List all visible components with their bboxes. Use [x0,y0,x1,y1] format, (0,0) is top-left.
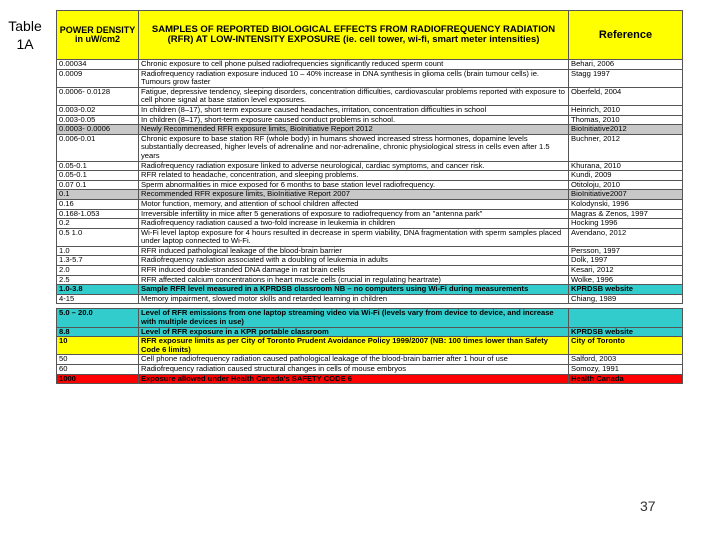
reference-cell: Kolodynski, 1996 [569,199,683,209]
reference-cell: Somozy, 1991 [569,365,683,375]
power-density-cell: 0.0006- 0.0128 [57,87,139,105]
reference-cell: Kesari, 2012 [569,266,683,276]
effect-cell: Sperm abnormalities in mice exposed for 6 months to base station level radiofrequency. [139,180,569,190]
effect-cell: RFR affected calcium concentrations in heart muscle cells (crucial in regulating heartrate) [139,275,569,285]
power-density-cell: 0.1 [57,190,139,200]
power-density-cell: 1000 [57,374,139,384]
table-row [57,266,683,276]
table-label-word: Table [8,18,42,34]
effect-cell: Wi-Fi level laptop exposure for 4 hours resulted in decrease in sperm viability, DNA fragmentation with sperm samples placed under laptop connected to Wi-Fi. [139,228,569,246]
reference-cell: Kundi, 2009 [569,171,683,181]
table-row [57,355,683,365]
table-row [57,256,683,266]
table-row [57,161,683,171]
table-row [57,171,683,181]
power-density-cell: 0.07 0.1 [57,180,139,190]
power-density-cell: 0.003-0.02 [57,105,139,115]
power-density-cell: 0.0003- 0.0006 [57,125,139,135]
reference-cell: Hocking 1996 [569,219,683,229]
effect-cell: Radiofrequency radiation caused a two-fold increase in leukemia in children [139,219,569,229]
reference-cell: Magras & Zenos, 1997 [569,209,683,219]
table-row [57,327,683,337]
effect-cell: RFR related to headache, concentration, and sleeping problems. [139,171,569,181]
header-power-density: POWER DENSITY in uW/cm2 [57,11,139,60]
effect-cell: RFR exposure limits as per City of Toronto Prudent Avoidance Policy 1999/2007 (NB: 100 times lower than Safety Code 6 limits) [139,337,569,355]
reference-cell: BioInitiative2012 [569,125,683,135]
table-row [57,337,683,355]
table-row [57,228,683,246]
table-row [57,309,683,327]
reference-cell: Salford, 2003 [569,355,683,365]
effect-cell: Sample RFR level measured in a KPRDSB classroom NB – no computers using Wi-Fi during measurements [139,285,569,295]
power-density-cell: 60 [57,365,139,375]
effect-cell: Chronic exposure to cell phone pulsed radiofrequencies significantly reduced sperm count [139,60,569,70]
power-density-cell: 4-15 [57,294,139,304]
power-density-cell: 8.8 [57,327,139,337]
effect-cell: RFR induced double-stranded DNA damage in rat brain cells [139,266,569,276]
table-row [57,294,683,304]
effect-cell: Radiofrequency radiation exposure induced 10 – 40% increase in DNA synthesis in glioma cells (brain tumour cells) ie. Tumours grow faster [139,69,569,87]
effect-cell: Irreversible infertility in mice after 5 generations of exposure to radiofrequency from an "antenna park" [139,209,569,219]
power-density-cell: 5.0 – 20.0 [57,309,139,327]
rfr-effects-table [56,10,683,384]
effect-cell: Level of RFR emissions from one laptop streaming video via Wi-Fi (levels vary from device to device, and increase with multiple devices in use) [139,309,569,327]
table-row [57,87,683,105]
reference-cell [569,309,683,327]
reference-cell: BioInitiative2007 [569,190,683,200]
reference-cell: Persson, 1997 [569,246,683,256]
reference-cell: Stagg 1997 [569,69,683,87]
effect-cell: Fatigue, depressive tendency, sleeping disorders, concentration difficulties, cardiovascular problems reported with exposure to cell phone signal at base station level exposures. [139,87,569,105]
power-density-cell: 0.5 1.0 [57,228,139,246]
power-density-cell: 1.3-5.7 [57,256,139,266]
table-row [57,180,683,190]
table-row [57,275,683,285]
table-row [57,69,683,87]
reference-cell: Dolk, 1997 [569,256,683,266]
table-row [57,285,683,295]
power-density-cell: 10 [57,337,139,355]
header-effects: SAMPLES OF REPORTED BIOLOGICAL EFFECTS FROM RADIOFREQUENCY RADIATION (RFR) AT LOW-INTENSITY EXPOSURE (ie. cell tower, wi-fi, smart meter intensities) [139,11,569,60]
reference-cell: KPRDSB website [569,285,683,295]
table-row [57,199,683,209]
power-density-cell: 0.16 [57,199,139,209]
reference-cell: Oberfeld, 2004 [569,87,683,105]
effect-cell: Newly Recommended RFR exposure limits, BioInitiative Report 2012 [139,125,569,135]
power-density-cell: 0.003-0.05 [57,115,139,125]
power-density-cell: 0.006-0.01 [57,134,139,161]
effect-cell: In children (8–17), short-term exposure caused conduct problems in school. [139,115,569,125]
table-label-number: 1A [16,36,34,52]
table-row [57,246,683,256]
effect-cell: Cell phone radiofrequency radiation caused pathological leakage of the blood-brain barrier after 1 hour of use [139,355,569,365]
reference-cell: Thomas, 2010 [569,115,683,125]
power-density-cell: 0.0009 [57,69,139,87]
table-body [57,60,683,384]
reference-cell: Otitoloju, 2010 [569,180,683,190]
table-row [57,105,683,115]
table-row [57,125,683,135]
table-row [57,115,683,125]
effect-cell: Radiofrequency radiation caused structural changes in cells of mouse embryos [139,365,569,375]
power-density-cell: 2.0 [57,266,139,276]
table-row [57,190,683,200]
power-density-cell: 0.168-1.053 [57,209,139,219]
reference-cell: Wolke, 1996 [569,275,683,285]
effect-cell: Memory impairment, slowed motor skills and retarded learning in children [139,294,569,304]
table-row [57,365,683,375]
effect-cell: Radiofrequency radiation associated with a doubling of leukemia in adults [139,256,569,266]
table-row [57,374,683,384]
reference-cell: Avendano, 2012 [569,228,683,246]
table-header-row [57,11,683,60]
reference-cell: Heinrich, 2010 [569,105,683,115]
effect-cell: Chronic exposure to base station RF (whole body) in humans showed increased stress hormones, dopamine levels substantially decreased, higher levels of adrenaline and nor-adrenaline, chronic physiological stress in cells even after 1.5 years [139,134,569,161]
table-row [57,60,683,70]
power-density-cell: 0.05-0.1 [57,171,139,181]
power-density-cell: 50 [57,355,139,365]
reference-cell: Buchner, 2012 [569,134,683,161]
power-density-cell: 0.00034 [57,60,139,70]
table-row [57,134,683,161]
power-density-cell: 1.0-3.8 [57,285,139,295]
table-row [57,219,683,229]
power-density-cell: 1.0 [57,246,139,256]
effect-cell: Radiofrequency radiation exposure linked to adverse neurological, cardiac symptoms, and cancer risk. [139,161,569,171]
effect-cell: Motor function, memory, and attention of school children affected [139,199,569,209]
power-density-cell: 0.2 [57,219,139,229]
reference-cell: City of Toronto [569,337,683,355]
effect-cell: Exposure allowed under Health Canada's SAFETY CODE 6 [139,374,569,384]
reference-cell: Health Canada [569,374,683,384]
table-row [57,209,683,219]
reference-cell: Behari, 2006 [569,60,683,70]
effect-cell: Recommended RFR exposure limits, BioInitiative Report 2007 [139,190,569,200]
effect-cell: In children (8–17), short term exposure caused headaches, irritation, concentration difficulties in school [139,105,569,115]
page-number: 37 [640,498,656,514]
header-reference: Reference [569,11,683,60]
reference-cell: Khurana, 2010 [569,161,683,171]
power-density-cell: 2.5 [57,275,139,285]
table-label [2,17,48,53]
reference-cell: Chiang, 1989 [569,294,683,304]
effect-cell: RFR induced pathological leakage of the blood-brain barrier [139,246,569,256]
effect-cell: Level of RFR exposure in a KPR portable classroom [139,327,569,337]
reference-cell: KPRDSB website [569,327,683,337]
power-density-cell: 0.05-0.1 [57,161,139,171]
